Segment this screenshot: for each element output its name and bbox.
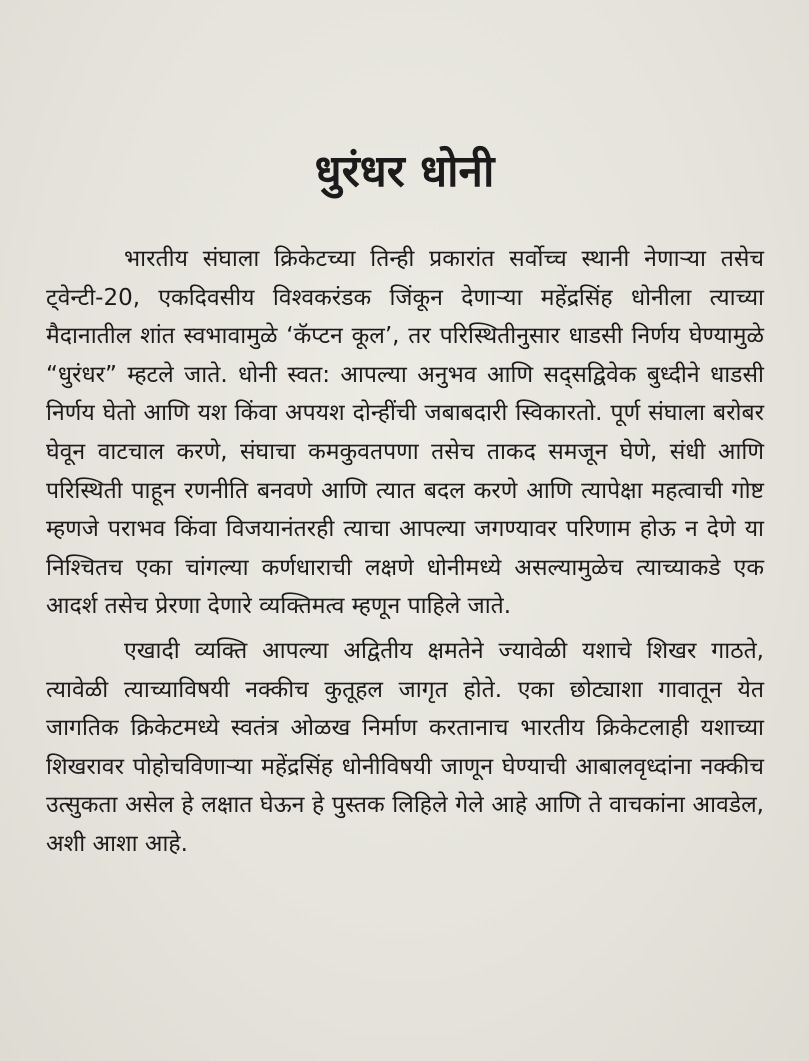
paragraph-2: एखादी व्यक्ति आपल्या अद्वितीय क्षमतेने ज्यावेळी यशाचे शिखर गाठते, त्यावेळी त्याच्याविषयी नक्कीच कुतूहल जागृत होते. एका छोट्याशा गावातून येत जागतिक क्रिकेटमध्ये स्वतंत्र ओळख निर्माण करतानाच भारतीय क्रिकेटलाही यशाच्या शिखरावर पोहोचविणाऱ्या महेंद्रसिंह धोनीविषयी जाणून घेण्याची आबालवृध्दांना नक्कीच उत्सुकता असेल हे लक्षात घेऊन हे पुस्तक लिहिले गेले आहे आणि ते वाचकांना आवडेल, अशी आशा आहे. xyxy=(46,637,764,857)
blurb-text xyxy=(46,240,764,870)
paragraph-1: भारतीय संघाला क्रिकेटच्या तिन्ही प्रकारांत सर्वोच्च स्थानी नेणाऱ्या तसेच ट्वेन्टी-20, एकदिवसीय विश्वकरंडक जिंकून देणाऱ्या महेंद्रसिंह धोनीला त्याच्या मैदानातील शांत स्वभावामुळे ‘कॅप्टन कूल’, तर परिस्थितीनुसार धाडसी निर्णय घेण्यामुळे “धुरंधर” म्हटले जाते. धोनी स्वत: आपल्या अनुभव आणि सद्सद्विवेक बुध्दीने धाडसी निर्णय घेतो आणि यश किंवा अपयश दोन्हींची जबाबदारी स्विकारतो. पूर्ण संघाला बरोबर घेवून वाटचाल करणे, संघाचा कमकुवतपणा तसेच ताकद समजून घेणे, संधी आणि परिस्थिती पाहून रणनीति बनवणे आणि त्यात बदल करणे आणि त्यापेक्षा महत्वाची गोष्ट म्हणजे पराभव किंवा विजयानंतरही त्याचा आपल्या जगण्यावर परिणाम होऊ न देणे या निश्चितच एका चांगल्या कर्णधाराची लक्षणे धोनीमध्ये असल्यामुळेच त्याच्याकडे एक आदर्श तसेच प्रेरणा देणारे व्यक्तिमत्व म्हणून पाहिले जाते. xyxy=(46,246,764,620)
page-title: धुरंधर धोनी xyxy=(314,146,495,197)
